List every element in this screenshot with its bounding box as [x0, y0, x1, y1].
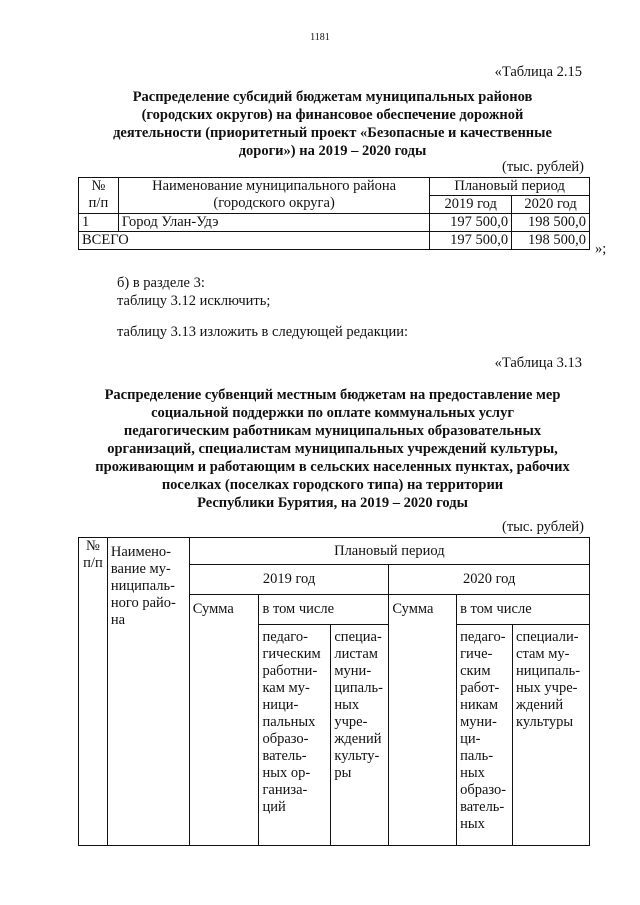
cell-line: работни- [262, 663, 318, 679]
title-line: педагогическим работникам муниципальных образовательных [123, 423, 542, 439]
title-line: Республики Бурятия, на 2019 – 2020 годы [197, 495, 468, 511]
header-num-line: п/п [83, 555, 103, 571]
cell-line: культу- [334, 748, 380, 764]
cell-line: ватель- [262, 748, 307, 764]
cell-line: листам [334, 646, 378, 662]
header-name-line: на [110, 612, 126, 628]
header-incl-2020: в том числе [457, 595, 590, 625]
header-num [79, 178, 119, 214]
table-3-13-label: «Таблица 3.13 [494, 355, 582, 371]
title-line: социальной поддержки по оплате коммунальных услуг [151, 405, 514, 421]
header-period: Плановый период [430, 178, 590, 196]
header-period: Плановый период [189, 538, 589, 565]
table-row [79, 214, 590, 232]
cell-line: специа- [334, 629, 382, 645]
cell-line: гическим [262, 646, 321, 662]
cell-line: ватель- [460, 799, 505, 815]
title-line: Распределение субсидий бюджетам муниципальных районов [132, 89, 533, 105]
close-quote: »; [595, 241, 607, 257]
cell-line: ций [262, 799, 286, 815]
cell-line: паль- [460, 748, 494, 764]
header-num [79, 538, 108, 846]
row-value-2019: 197 500,0 [430, 214, 512, 232]
cell-line: ници- [262, 697, 299, 713]
cell-line: педаго- [262, 629, 308, 645]
table-2-15 [78, 177, 590, 250]
table-3-13-units: (тыс. рублей) [502, 519, 584, 535]
cell-line: ных ор- [262, 765, 311, 781]
cell-line: муни- [460, 714, 497, 730]
header-name [118, 178, 429, 214]
total-value-2020: 198 500,0 [512, 232, 590, 250]
cell-line: пальных [262, 714, 316, 730]
header-name-line: ного райо- [110, 595, 176, 611]
table-2-15-units: (тыс. рублей) [502, 159, 584, 175]
cell-line: ных [460, 765, 485, 781]
header-sum-2019: Сумма [189, 595, 259, 846]
header-spec-2020 [513, 625, 590, 846]
table-3-13 [78, 537, 590, 846]
cell-line: специали- [516, 629, 579, 645]
cell-line: работ- [460, 680, 500, 696]
header-name-line: Наименование муниципального района [152, 178, 397, 194]
row-name: Город Улан-Удэ [118, 214, 429, 232]
cell-line: образо- [262, 731, 309, 747]
cell-line: ганиза- [262, 782, 308, 798]
cell-line: стам му- [516, 646, 570, 662]
page-number: 1181 [310, 32, 330, 43]
cell-line: ципаль- [334, 680, 383, 696]
table-2-15-title [80, 88, 585, 160]
title-line: организаций, специалистам муниципальных учреждений культуры, [107, 441, 558, 457]
amendment-line-1: б) в разделе 3: [117, 275, 205, 291]
header-spec-2019 [331, 625, 389, 846]
cell-line: ных [460, 816, 485, 832]
cell-line: ци- [460, 731, 481, 747]
header-num-line: п/п [88, 195, 109, 211]
amendment-line-2: таблицу 3.12 исключить; [117, 293, 271, 309]
cell-line: муни- [334, 663, 372, 679]
total-value-2019: 197 500,0 [430, 232, 512, 250]
header-year-2020: 2020 год [389, 565, 590, 595]
header-incl-2019: в том числе [259, 595, 389, 625]
header-name-line: вание му- [110, 561, 171, 577]
table-3-13-title [70, 386, 595, 512]
header-year-2020: 2020 год [512, 196, 590, 214]
row-value-2020: 198 500,0 [512, 214, 590, 232]
cell-line: ры [334, 765, 352, 781]
cell-line: никам [460, 697, 499, 713]
cell-line: ским [460, 663, 491, 679]
cell-line: гиче- [460, 646, 493, 662]
header-name-line: Наимено- [110, 544, 172, 560]
title-line: поселках (поселках городского типа) на территории [161, 477, 504, 493]
cell-line: ждений [334, 731, 382, 747]
title-line: деятельности (приоритетный проект «Безопасные и качественные [113, 125, 552, 141]
table-total-row [79, 232, 590, 250]
title-line: дороги») на 2019 – 2020 годы [238, 143, 427, 159]
header-name-line: (городского округа) [213, 195, 335, 211]
title-line: (городских округов) на финансовое обеспечение дорожной [141, 107, 524, 123]
title-line: проживающим и работающим в сельских населенных пунктах, рабочих [95, 459, 570, 475]
table-2-15-label: «Таблица 2.15 [494, 64, 582, 80]
cell-line: ниципаль- [516, 663, 581, 679]
cell-line: культуры [516, 714, 574, 730]
header-year-2019: 2019 год [189, 565, 389, 595]
cell-line: образо- [460, 782, 507, 798]
cell-line: ждений [516, 697, 564, 713]
title-line: Распределение субвенций местным бюджетам на предоставление мер [104, 387, 561, 403]
header-name-line: ниципаль- [110, 578, 175, 594]
header-num-line: № [91, 178, 106, 194]
cell-line: учре- [334, 714, 368, 730]
header-sum-2020: Сумма [389, 595, 457, 846]
header-ped-2019 [259, 625, 331, 846]
row-num: 1 [79, 214, 119, 232]
cell-line: педаго- [460, 629, 506, 645]
header-name [107, 538, 189, 846]
header-ped-2020 [457, 625, 513, 846]
header-num-line: № [86, 538, 100, 554]
amendment-line-3: таблицу 3.13 изложить в следующей редакции: [117, 324, 409, 340]
header-year-2019: 2019 год [430, 196, 512, 214]
cell-line: ных учре- [516, 680, 578, 696]
cell-line: ных [334, 697, 360, 713]
total-label: ВСЕГО [79, 232, 430, 250]
cell-line: кам му- [262, 680, 310, 696]
